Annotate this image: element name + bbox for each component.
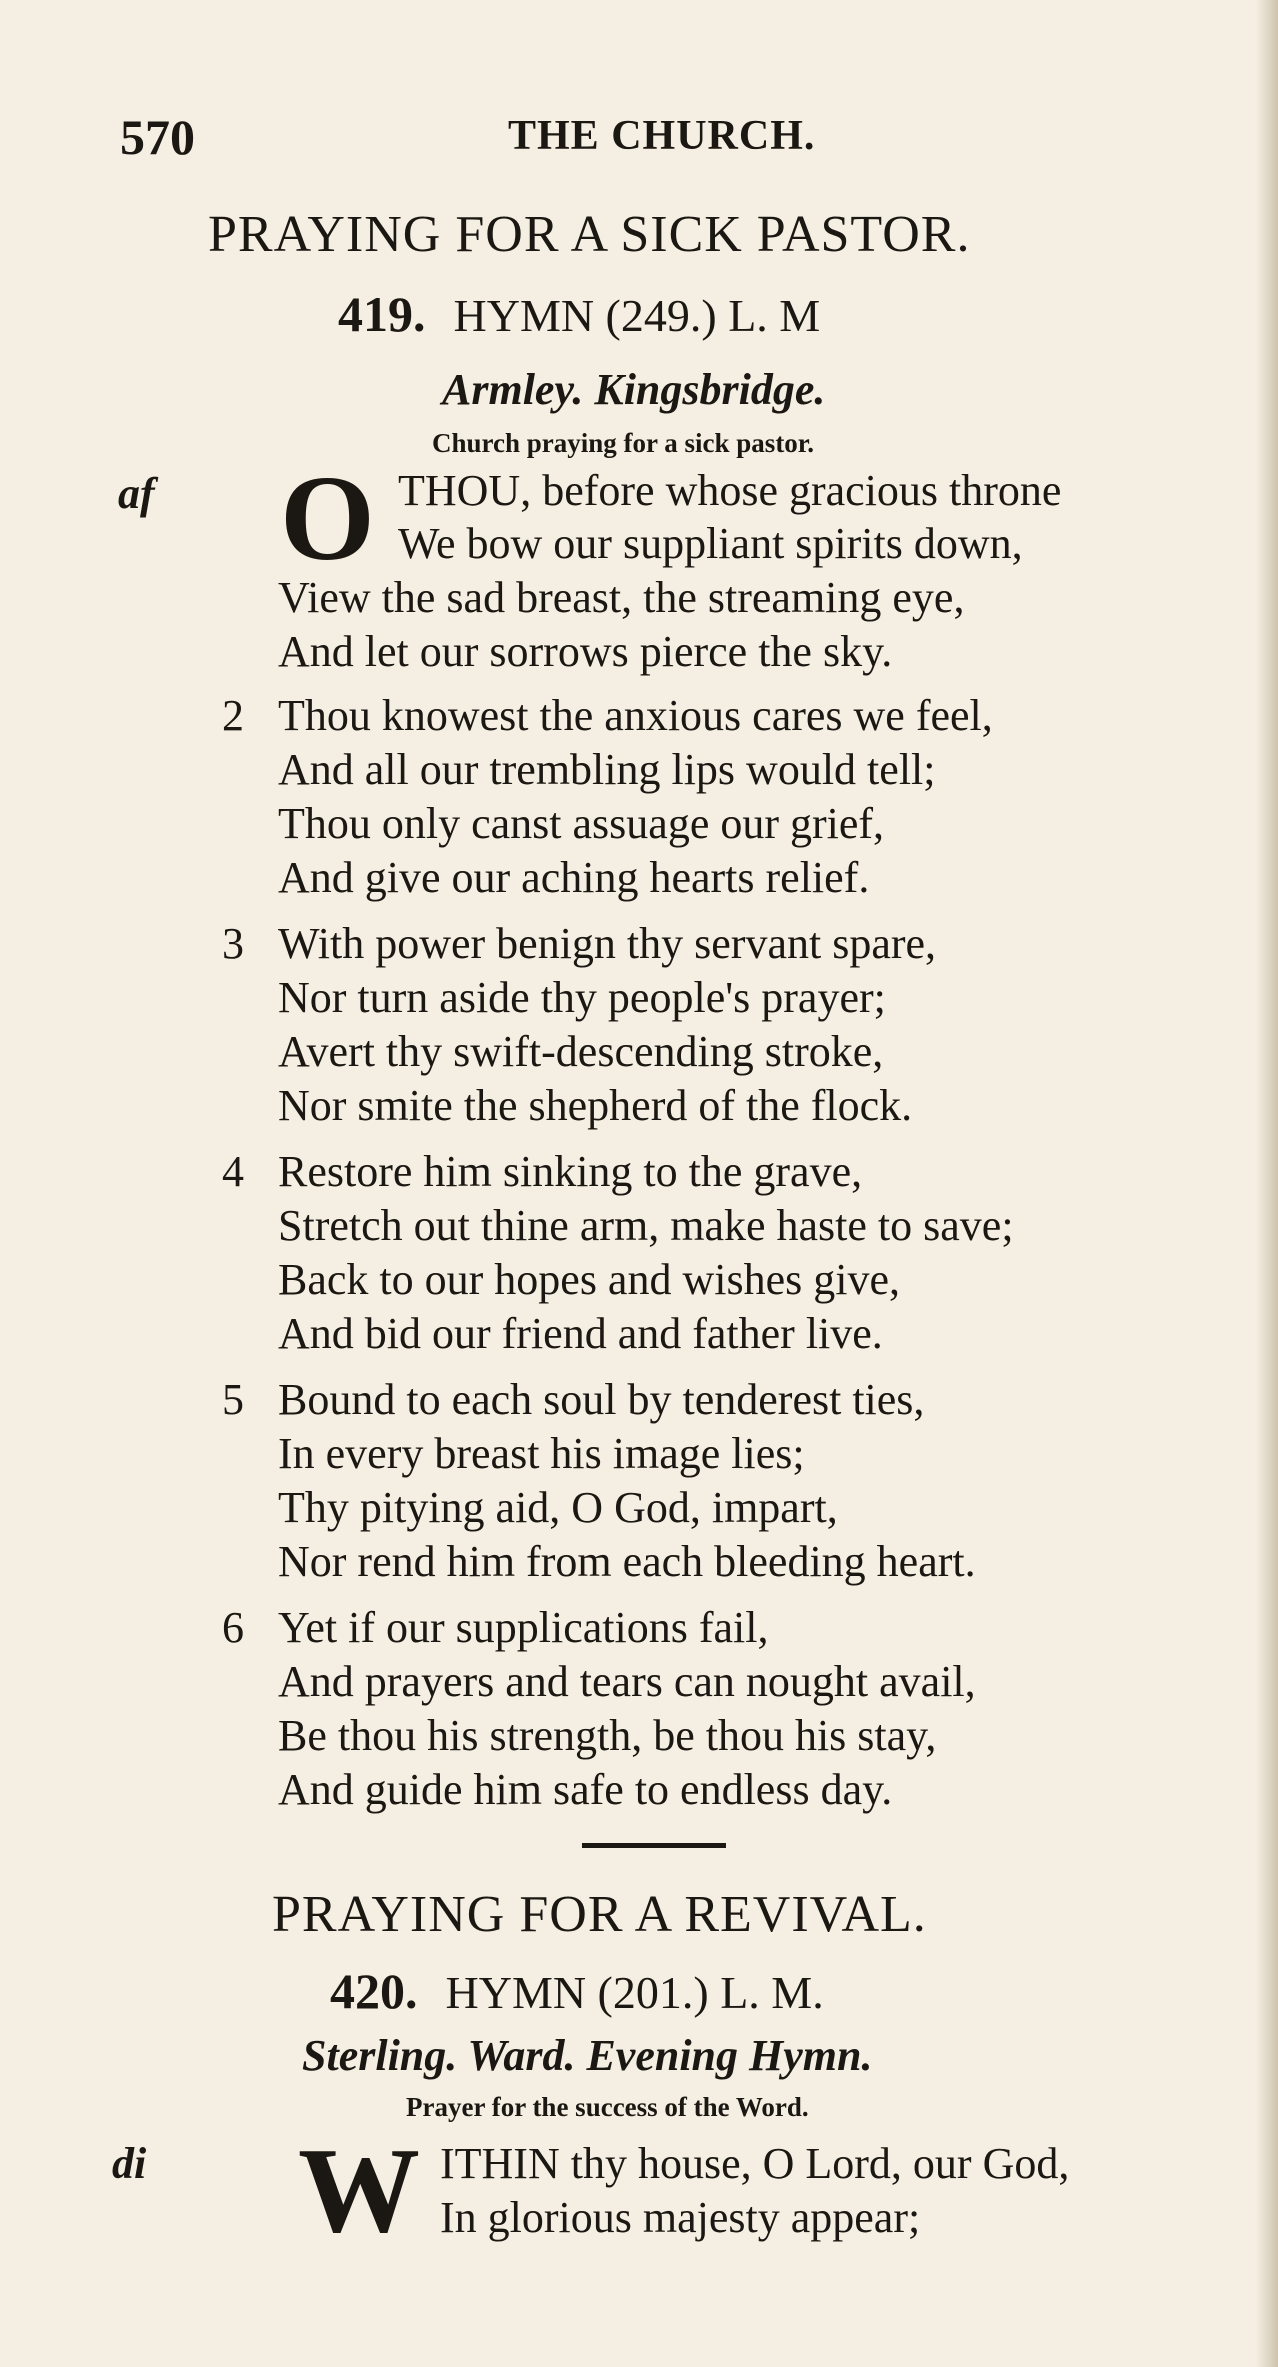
verse-line: Avert thy swift-descending stroke, [278, 1027, 884, 1076]
drop-cap: W [298, 2123, 420, 2258]
stanza-number: 4 [222, 1147, 244, 1196]
hymn-heading [330, 1962, 824, 2020]
verse-line: View the sad breast, the streaming eye, [278, 573, 965, 622]
verse-line: And give our aching hearts relief. [278, 853, 870, 902]
verse-line: Nor turn aside thy people's prayer; [278, 973, 886, 1022]
verse-line: Thou knowest the anxious cares we feel, [278, 691, 993, 740]
hymn-heading [338, 285, 820, 343]
tune-names: Sterling. Ward. Evening Hymn. [302, 2031, 873, 2080]
margin-mark: di [112, 2139, 147, 2188]
verse-line: Nor smite the shepherd of the flock. [278, 1081, 913, 1130]
verse-line: And bid our friend and father live. [278, 1309, 883, 1358]
verse-line: Restore him sinking to the grave, [278, 1147, 863, 1196]
verse-line: Thou only canst assuage our grief, [278, 799, 885, 848]
page-number: 570 [120, 109, 195, 165]
margin-mark: af [118, 469, 155, 518]
stanza-number: 3 [222, 919, 244, 968]
hymn-number: 419. [338, 286, 426, 342]
verse-line: With power benign thy servant spare, [278, 919, 937, 968]
verse-line: Nor rend him from each bleeding heart. [278, 1537, 976, 1586]
verse-line: And let our sorrows pierce the sky. [278, 627, 893, 676]
section-title: PRAYING FOR A REVIVAL. [272, 1886, 927, 1943]
running-head: THE CHURCH. [508, 113, 816, 159]
tune-names: Armley. Kingsbridge. [442, 365, 826, 414]
stanza-number: 6 [222, 1603, 244, 1652]
hymn-subject: Church praying for a sick pastor. [432, 428, 815, 458]
stanza-number: 5 [222, 1375, 244, 1424]
verse-line: We bow our suppliant spirits down, [398, 519, 1023, 568]
verse-line: Thy pitying aid, O God, impart, [278, 1483, 838, 1532]
section-title: PRAYING FOR A SICK PASTOR. [208, 206, 971, 263]
drop-cap: O [280, 451, 375, 586]
verse-line: Be thou his strength, be thou his stay, [278, 1711, 937, 1760]
section-divider [582, 1843, 726, 1848]
verse-line: ITHIN thy house, O Lord, our God, [440, 2139, 1070, 2188]
hymn-number: 420. [330, 1963, 418, 2019]
verse-line: Back to our hopes and wishes give, [278, 1255, 900, 1304]
verse-line: And all our trembling lips would tell; [278, 745, 936, 794]
verse-line: Stretch out thine arm, make haste to save; [278, 1201, 1014, 1250]
verse-line: THOU, before whose gracious throne [398, 466, 1062, 515]
verse-line: Yet if our supplications fail, [278, 1603, 769, 1652]
verse-line: And guide him safe to endless day. [278, 1765, 893, 1814]
stanza-number: 2 [222, 691, 244, 740]
verse-line: And prayers and tears can nought avail, [278, 1657, 976, 1706]
hymn-subject: Prayer for the success of the Word. [406, 2092, 809, 2122]
verse-line: In glorious majesty appear; [440, 2193, 921, 2242]
hymn-label: HYMN (249.) L. M [453, 290, 821, 341]
verse-line: Bound to each soul by tenderest ties, [278, 1375, 925, 1424]
hymn-label: HYMN (201.) L. M. [445, 1967, 824, 2018]
verse-line: In every breast his image lies; [278, 1429, 805, 1478]
